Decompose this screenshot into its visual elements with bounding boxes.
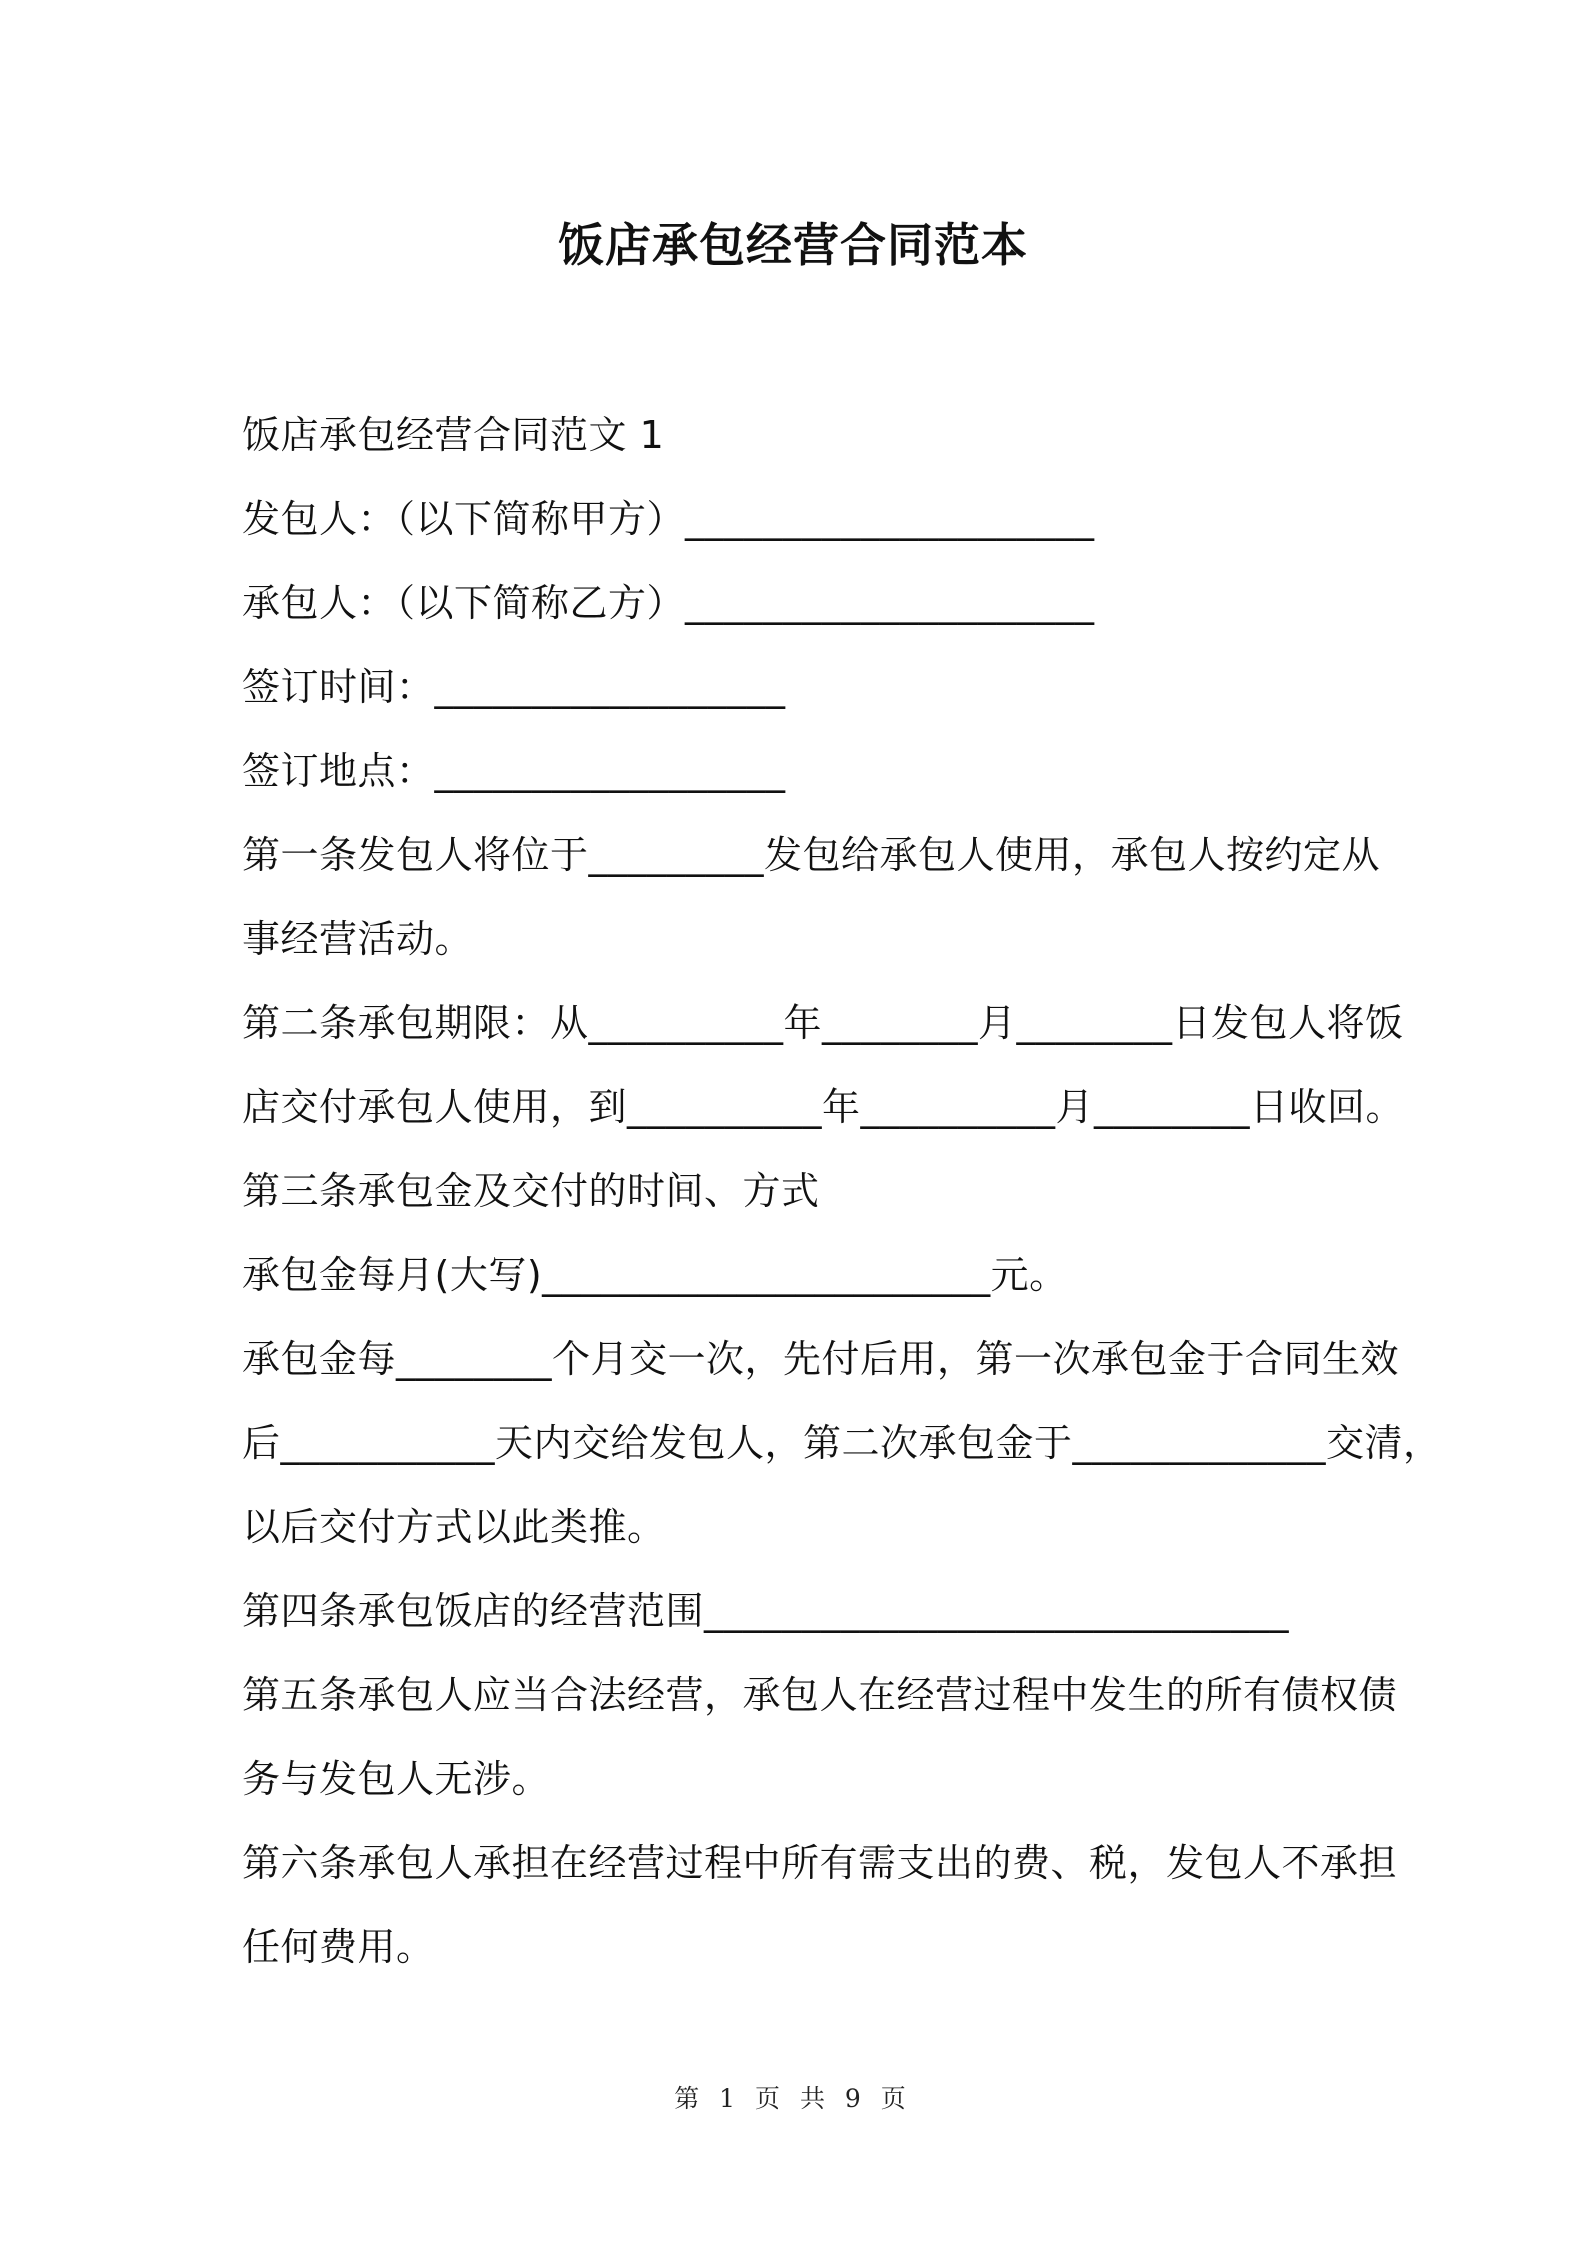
article-3-monthly-fee: 承包金每月(大写)_______________________元。 — [242, 1253, 1068, 1297]
article-3-payment-line-3: 以后交付方式以此类推。 — [242, 1505, 666, 1549]
article-2-line-2: 店交付承包人使用，到__________年__________月________日收回。 — [242, 1085, 1405, 1129]
line-sign-date: 签订时间：__________________ — [242, 665, 786, 709]
article-4-line: 第四条承包饭店的经营范围______________________________ — [242, 1589, 1290, 1633]
article-2-line-1: 第二条承包期限：从__________年________月________日发包人将饭 — [242, 1001, 1404, 1045]
article-5-line-2: 务与发包人无涉。 — [242, 1757, 551, 1801]
article-1-line-2: 事经营活动。 — [242, 917, 474, 961]
article-6-line-1: 第六条承包人承担在经营过程中所有需支出的费、税，发包人不承担 — [242, 1841, 1398, 1885]
document-title: 饭店承包经营合同范本 — [558, 218, 1028, 272]
article-3-payment-line-1: 承包金每________个月交一次，先付后用，第一次承包金于合同生效 — [242, 1337, 1400, 1381]
line-party-a: 发包人：（以下简称甲方）_____________________ — [242, 497, 1095, 541]
contract-subtitle: 饭店承包经营合同范文 1 — [242, 413, 665, 457]
article-5-line-1: 第五条承包人应当合法经营，承包人在经营过程中发生的所有债权债 — [242, 1673, 1398, 1717]
article-3-heading: 第三条承包金及交付的时间、方式 — [242, 1169, 820, 1213]
line-party-b: 承包人：（以下简称乙方）_____________________ — [242, 581, 1095, 625]
line-sign-place: 签订地点：__________________ — [242, 749, 786, 793]
article-6-line-2: 任何费用。 — [242, 1925, 435, 1969]
page-footer: 第 1 页 共 9 页 — [674, 2084, 912, 2113]
article-1-line-1: 第一条发包人将位于_________发包给承包人使用，承包人按约定从 — [242, 833, 1381, 877]
article-3-payment-line-2: 后___________天内交给发包人，第二次承包金于_____________交清， — [242, 1421, 1442, 1465]
